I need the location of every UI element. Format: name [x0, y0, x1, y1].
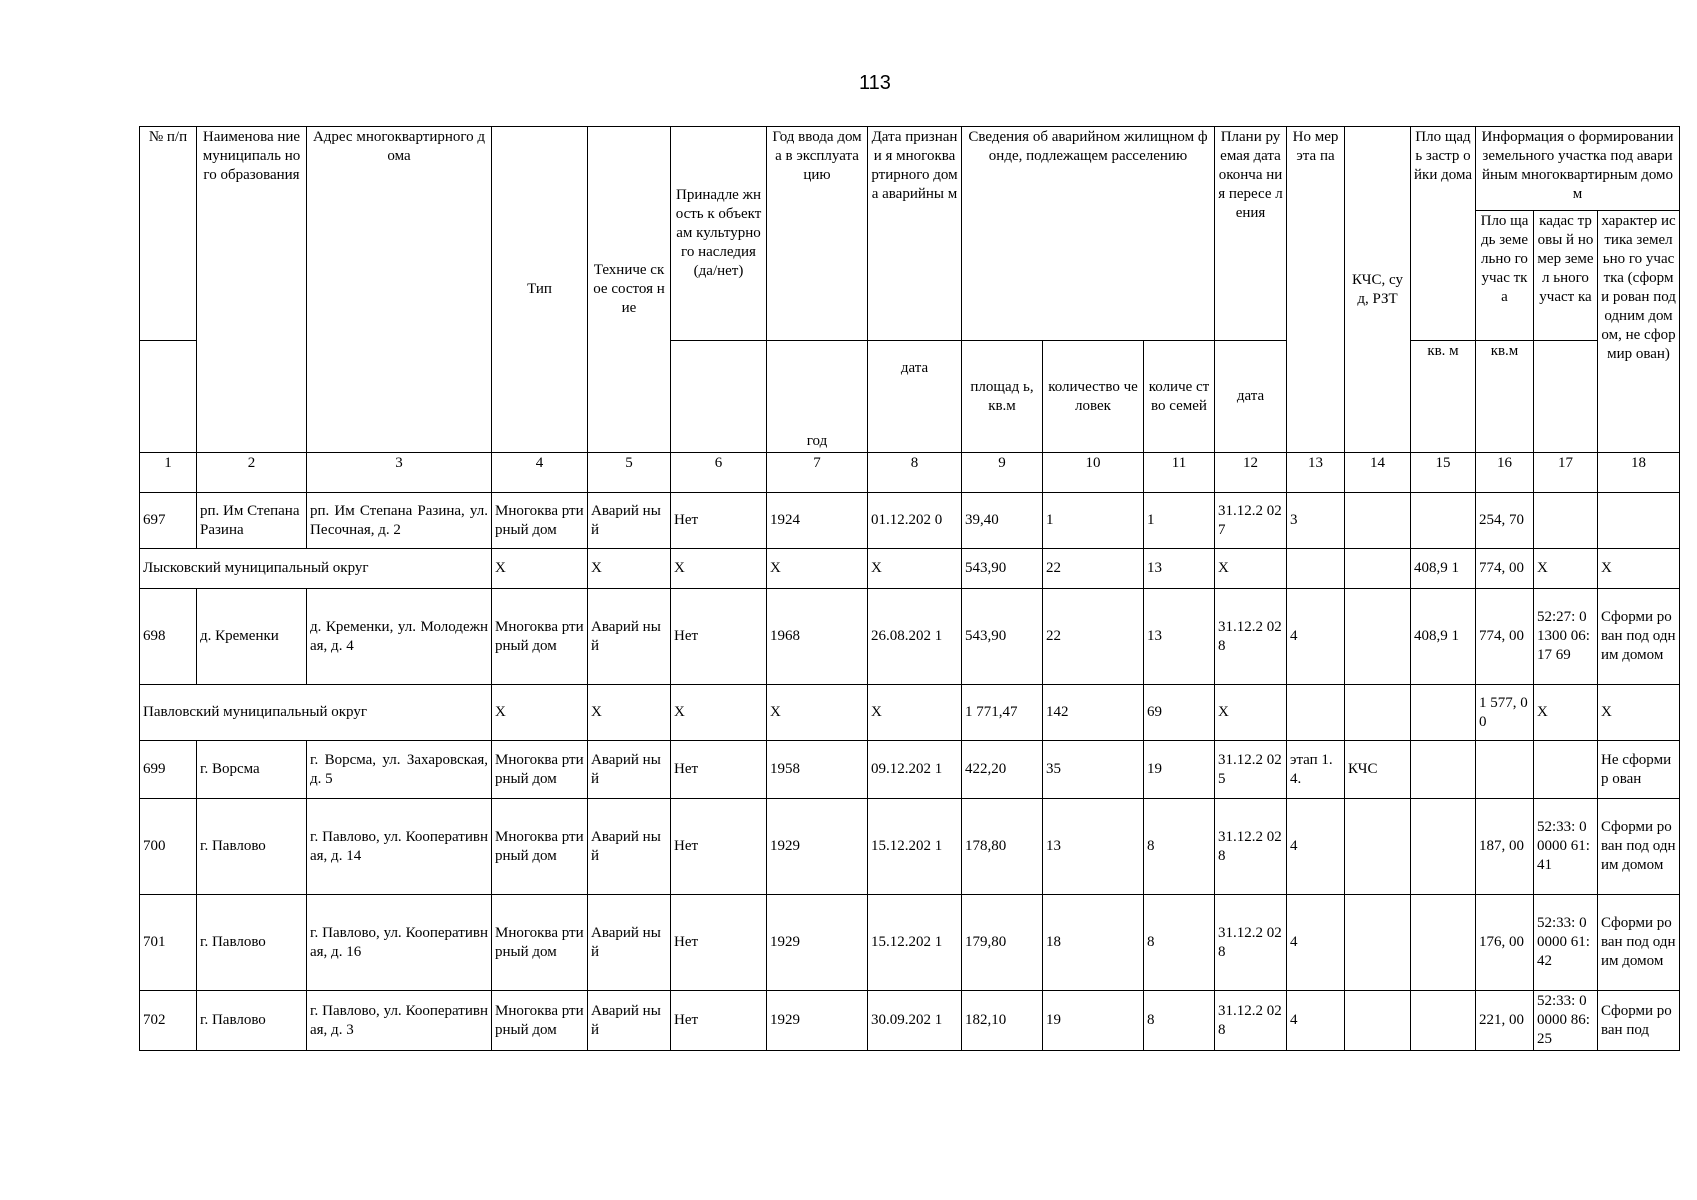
header-group-16-18: Информация о формировании земельного участка под аварийным многоквартирным домом [1476, 127, 1680, 211]
header-col10: количество человек [1043, 341, 1144, 453]
column-number: 7 [767, 453, 868, 493]
stage-number [1287, 549, 1345, 589]
kchs [1345, 685, 1411, 741]
built-area [1411, 799, 1476, 895]
cadastral-number: X [1534, 549, 1598, 589]
land-area: 254, 70 [1476, 493, 1534, 549]
commission-year: 1929 [767, 799, 868, 895]
column-number: 9 [962, 453, 1043, 493]
area: 543,90 [962, 549, 1043, 589]
column-number: 8 [868, 453, 962, 493]
heritage: Нет [671, 741, 767, 799]
land-characteristic: X [1598, 685, 1680, 741]
people-count: 1 [1043, 493, 1144, 549]
commission-year: X [767, 685, 868, 741]
land-characteristic [1598, 493, 1680, 549]
heritage: Нет [671, 493, 767, 549]
land-area [1476, 741, 1534, 799]
header-col8-sub: дата [868, 341, 962, 453]
built-area [1411, 741, 1476, 799]
header-col1-blank [140, 341, 197, 453]
planned-date: 31.12.2 025 [1215, 741, 1287, 799]
house-type: Многоква ртирный дом [492, 799, 588, 895]
families-count: 19 [1144, 741, 1215, 799]
header-col4: Тип [492, 127, 588, 453]
column-number: 15 [1411, 453, 1476, 493]
heritage: Нет [671, 799, 767, 895]
technical-state: Аварий ный [588, 895, 671, 991]
recognition-date: 26.08.202 1 [868, 589, 962, 685]
commission-year: 1958 [767, 741, 868, 799]
land-characteristic: Сформи рован под одним домом [1598, 799, 1680, 895]
row-number: 698 [140, 589, 197, 685]
kchs [1345, 991, 1411, 1051]
families-count: 13 [1144, 549, 1215, 589]
families-count: 1 [1144, 493, 1215, 549]
header-col13: Но мер эта па [1287, 127, 1345, 453]
row-number: 700 [140, 799, 197, 895]
column-number: 2 [197, 453, 307, 493]
kchs [1345, 549, 1411, 589]
land-characteristic: Сформи рован под одним домом [1598, 895, 1680, 991]
municipality: д. Кременки [197, 589, 307, 685]
municipality: рп. Им Степана Разина [197, 493, 307, 549]
house-type: Многоква ртирный дом [492, 895, 588, 991]
header-col14: КЧС, суд, РЗТ [1345, 127, 1411, 453]
people-count: 142 [1043, 685, 1144, 741]
land-area: 774, 00 [1476, 549, 1534, 589]
area: 1 771,47 [962, 685, 1043, 741]
house-type: X [492, 549, 588, 589]
cadastral-number: 52:27: 01300 06:17 69 [1534, 589, 1598, 685]
header-col7: Год ввода дома в эксплуата цию [767, 127, 868, 341]
cadastral-number: X [1534, 685, 1598, 741]
header-col12-sub: дата [1215, 341, 1287, 453]
people-count: 22 [1043, 589, 1144, 685]
built-area [1411, 991, 1476, 1051]
families-count: 8 [1144, 799, 1215, 895]
table-row [140, 493, 1680, 549]
cadastral-number [1534, 741, 1598, 799]
table-row [140, 991, 1680, 1051]
header-group-9-11: Сведения об аварийном жилищном фонде, подлежащем расселению [962, 127, 1215, 341]
stage-number: 4 [1287, 799, 1345, 895]
address: г. Ворсма, ул. Захаровская, д. 5 [307, 741, 492, 799]
column-number: 11 [1144, 453, 1215, 493]
column-number: 13 [1287, 453, 1345, 493]
header-col6: Принадле жность к объектам культурно го наследия (да/нет) [671, 127, 767, 341]
area: 178,80 [962, 799, 1043, 895]
recognition-date: X [868, 549, 962, 589]
header-col6-blank [671, 341, 767, 453]
kchs [1345, 493, 1411, 549]
house-type: Многоква ртирный дом [492, 589, 588, 685]
technical-state: X [588, 549, 671, 589]
header-col1: № п/п [140, 127, 197, 341]
land-area: 187, 00 [1476, 799, 1534, 895]
address: г. Павлово, ул. Кооперативная, д. 14 [307, 799, 492, 895]
commission-year: X [767, 549, 868, 589]
column-number: 14 [1345, 453, 1411, 493]
column-number: 6 [671, 453, 767, 493]
people-count: 13 [1043, 799, 1144, 895]
recognition-date: 30.09.202 1 [868, 991, 962, 1051]
kchs [1345, 799, 1411, 895]
header-col17-blank [1534, 341, 1598, 453]
address: рп. Им Степана Разина, ул. Песочная, д. 2 [307, 493, 492, 549]
built-area [1411, 685, 1476, 741]
cadastral-number [1534, 493, 1598, 549]
address: д. Кременки, ул. Молодежная, д. 4 [307, 589, 492, 685]
column-number: 1 [140, 453, 197, 493]
house-type: X [492, 685, 588, 741]
land-characteristic: Сформи рован под одним домом [1598, 589, 1680, 685]
technical-state: Аварий ный [588, 741, 671, 799]
planned-date: 31.12.2 028 [1215, 589, 1287, 685]
land-characteristic: Не сформир ован [1598, 741, 1680, 799]
area: 543,90 [962, 589, 1043, 685]
planned-date: 31.12.2 028 [1215, 799, 1287, 895]
people-count: 35 [1043, 741, 1144, 799]
cadastral-number: 52:33: 00000 61:41 [1534, 799, 1598, 895]
stage-number: 4 [1287, 895, 1345, 991]
district-name: Павловский муниципальный округ [140, 685, 492, 741]
column-number: 16 [1476, 453, 1534, 493]
header-col8: Дата признани я многоква ртирного дома аварийны м [868, 127, 962, 341]
district-name: Лысковский муниципальный округ [140, 549, 492, 589]
area: 182,10 [962, 991, 1043, 1051]
families-count: 8 [1144, 991, 1215, 1051]
built-area: 408,9 1 [1411, 589, 1476, 685]
table-body [140, 493, 1680, 1051]
header-col3: Адрес многоквартирного дома [307, 127, 492, 453]
built-area: 408,9 1 [1411, 549, 1476, 589]
column-number: 10 [1043, 453, 1144, 493]
planned-date: 31.12.2 027 [1215, 493, 1287, 549]
column-number: 4 [492, 453, 588, 493]
column-number-row [140, 453, 1680, 493]
header-col7-sub: год [767, 341, 868, 453]
kchs: КЧС [1345, 741, 1411, 799]
kchs [1345, 895, 1411, 991]
commission-year: 1968 [767, 589, 868, 685]
column-number: 3 [307, 453, 492, 493]
land-characteristic: Сформи рован под [1598, 991, 1680, 1051]
land-area: 221, 00 [1476, 991, 1534, 1051]
municipality: г. Ворсма [197, 741, 307, 799]
row-number: 697 [140, 493, 197, 549]
municipality: г. Павлово [197, 799, 307, 895]
people-count: 22 [1043, 549, 1144, 589]
address: г. Павлово, ул. Кооперативная, д. 16 [307, 895, 492, 991]
heritage: Нет [671, 589, 767, 685]
header-col18: характер истика земельно го участка (сформи рован под одним домом, не сформир ован) [1598, 211, 1680, 453]
header-col2: Наименова ние муниципаль ного образования [197, 127, 307, 453]
built-area [1411, 493, 1476, 549]
table-row [140, 589, 1680, 685]
built-area [1411, 895, 1476, 991]
municipality: г. Павлово [197, 895, 307, 991]
recognition-date: 09.12.202 1 [868, 741, 962, 799]
heritage: X [671, 685, 767, 741]
people-count: 18 [1043, 895, 1144, 991]
recognition-date: 15.12.202 1 [868, 799, 962, 895]
technical-state: X [588, 685, 671, 741]
house-type: Многоква ртирный дом [492, 991, 588, 1051]
commission-year: 1924 [767, 493, 868, 549]
cadastral-number: 52:33: 00000 61:42 [1534, 895, 1598, 991]
house-type: Многоква ртирный дом [492, 741, 588, 799]
header-col12: Плани руемая дата оконча ния пересе ления [1215, 127, 1287, 341]
families-count: 69 [1144, 685, 1215, 741]
stage-number: 4 [1287, 589, 1345, 685]
land-area: 176, 00 [1476, 895, 1534, 991]
technical-state: Аварий ный [588, 799, 671, 895]
stage-number: 4 [1287, 991, 1345, 1051]
area: 179,80 [962, 895, 1043, 991]
commission-year: 1929 [767, 895, 868, 991]
header-col16: Пло щадь земе льно го учас тка [1476, 211, 1534, 341]
area: 422,20 [962, 741, 1043, 799]
cadastral-number: 52:33: 00000 86:25 [1534, 991, 1598, 1051]
planned-date: 31.12.2 028 [1215, 895, 1287, 991]
recognition-date: 15.12.202 1 [868, 895, 962, 991]
row-number: 699 [140, 741, 197, 799]
recognition-date: X [868, 685, 962, 741]
table-row [140, 895, 1680, 991]
header-col16-sub: кв.м [1476, 341, 1534, 453]
families-count: 8 [1144, 895, 1215, 991]
header-col9: площад ь, кв.м [962, 341, 1043, 453]
kchs [1345, 589, 1411, 685]
technical-state: Аварий ный [588, 589, 671, 685]
column-number: 17 [1534, 453, 1598, 493]
emergency-housing-table [139, 126, 1680, 1051]
area: 39,40 [962, 493, 1043, 549]
families-count: 13 [1144, 589, 1215, 685]
header-col17: кадас тровы й номер земел ьного участ ка [1534, 211, 1598, 341]
heritage: Нет [671, 895, 767, 991]
row-number: 702 [140, 991, 197, 1051]
land-area: 1 577, 00 [1476, 685, 1534, 741]
header-col15: Пло щадь застр ойки дома [1411, 127, 1476, 341]
technical-state: Аварий ный [588, 991, 671, 1051]
people-count: 19 [1043, 991, 1144, 1051]
column-number: 5 [588, 453, 671, 493]
row-number: 701 [140, 895, 197, 991]
stage-number: 3 [1287, 493, 1345, 549]
table-row [140, 741, 1680, 799]
municipality: г. Павлово [197, 991, 307, 1051]
commission-year: 1929 [767, 991, 868, 1051]
house-type: Многоква ртирный дом [492, 493, 588, 549]
land-characteristic: X [1598, 549, 1680, 589]
district-total-row [140, 549, 1680, 589]
table-row [140, 799, 1680, 895]
header-col11: количе ство семей [1144, 341, 1215, 453]
district-total-row [140, 685, 1680, 741]
recognition-date: 01.12.202 0 [868, 493, 962, 549]
column-number: 12 [1215, 453, 1287, 493]
column-number: 18 [1598, 453, 1680, 493]
land-area: 774, 00 [1476, 589, 1534, 685]
planned-date: X [1215, 685, 1287, 741]
header-col5: Техниче ское состоя ние [588, 127, 671, 453]
heritage: X [671, 549, 767, 589]
stage-number [1287, 685, 1345, 741]
technical-state: Аварий ный [588, 493, 671, 549]
header-col15-sub: кв. м [1411, 341, 1476, 453]
planned-date: X [1215, 549, 1287, 589]
address: г. Павлово, ул. Кооперативная, д. 3 [307, 991, 492, 1051]
page-number: 113 [859, 72, 891, 94]
stage-number: этап 1.4. [1287, 741, 1345, 799]
planned-date: 31.12.2 028 [1215, 991, 1287, 1051]
heritage: Нет [671, 991, 767, 1051]
